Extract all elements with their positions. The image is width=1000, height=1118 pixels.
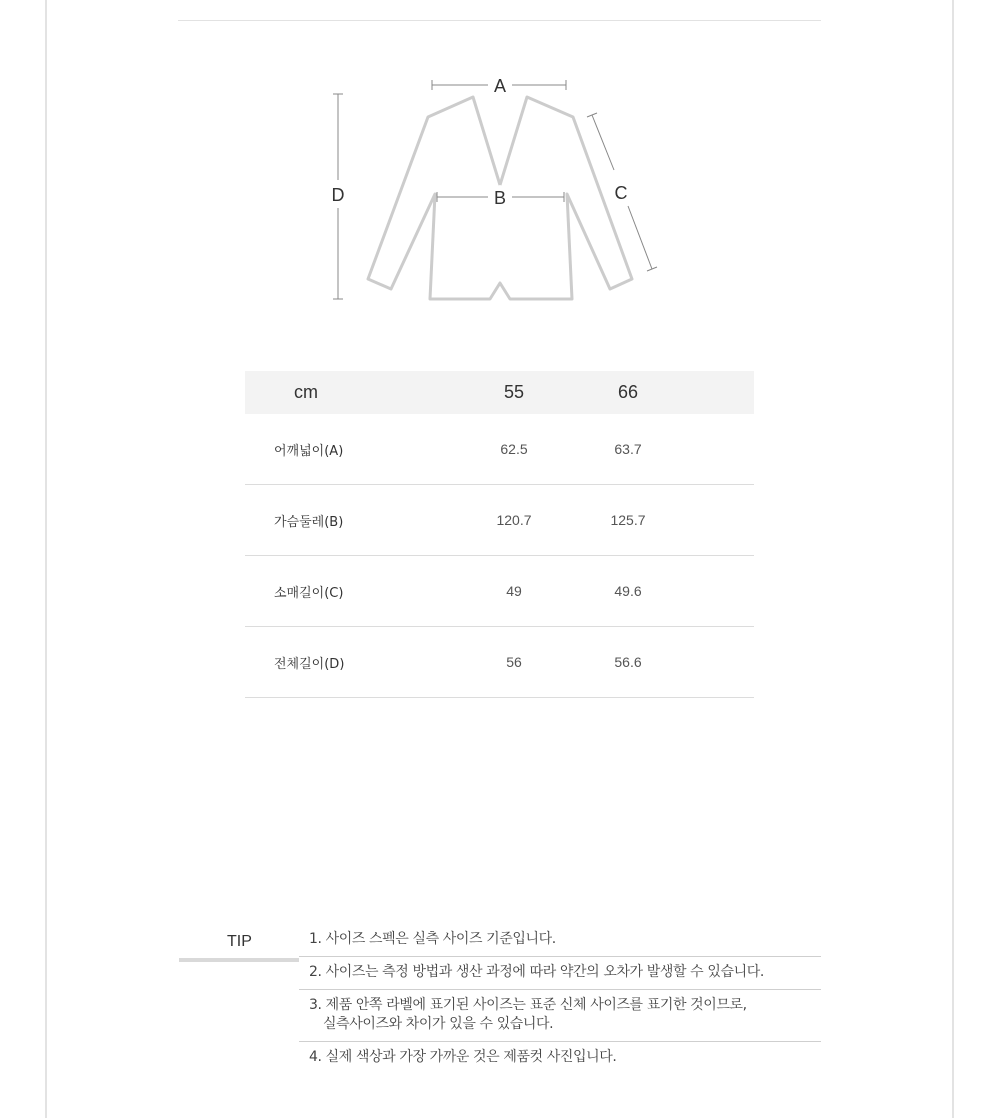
list-item: [299, 924, 821, 957]
cell-value: 49.6: [571, 556, 685, 627]
row-label: 소매길이(C): [245, 556, 457, 627]
row-spacer: [685, 556, 754, 627]
table-row: [245, 627, 754, 698]
page-frame-right: [952, 0, 954, 1118]
top-divider: [178, 20, 821, 21]
cell-value: 63.7: [571, 414, 685, 485]
row-spacer: [685, 485, 754, 556]
label-c: C: [614, 183, 628, 203]
list-item: [299, 990, 821, 1042]
cell-value: 49: [457, 556, 571, 627]
table-row: [245, 414, 754, 485]
tip-text-continued: 실측사이즈와 차이가 있을 수 있습니다.: [323, 1016, 554, 1032]
cell-value: 125.7: [571, 485, 685, 556]
cell-value: 62.5: [457, 414, 571, 485]
row-spacer: [685, 627, 754, 698]
list-item: [299, 957, 821, 990]
row-label: 가슴둘레(B): [245, 485, 457, 556]
row-label: 어깨넓이(A): [245, 414, 457, 485]
tip-text: 3. 제품 안쪽 라벨에 표기된 사이즈는 표준 신체 사이즈를 표기한 것이므로,: [309, 997, 747, 1013]
page-frame-left: [45, 0, 47, 1118]
unit-header: cm: [245, 371, 457, 414]
table-row: [245, 556, 754, 627]
size-header-55: 55: [457, 371, 571, 414]
header-spacer: [685, 371, 754, 414]
cell-value: 56.6: [571, 627, 685, 698]
tip-list: [299, 924, 821, 1074]
cell-value: 56: [457, 627, 571, 698]
size-table-header: [245, 371, 754, 414]
size-header-66: 66: [571, 371, 685, 414]
size-table: [245, 371, 754, 698]
tip-text: 1. 사이즈 스펙은 실측 사이즈 기준입니다.: [309, 931, 556, 947]
tip-title: TIP: [227, 933, 252, 950]
tip-text: 2. 사이즈는 측정 방법과 생산 과정에 따라 약간의 오차가 발생할 수 있습니다.: [309, 964, 764, 980]
label-b: B: [493, 188, 507, 208]
row-label: 전체길이(D): [245, 627, 457, 698]
cell-value: 120.7: [457, 485, 571, 556]
jacket-measurement-diagram: [320, 70, 680, 310]
row-spacer: [685, 414, 754, 485]
list-item: [299, 1042, 821, 1074]
tip-text: 4. 실제 색상과 가장 가까운 것은 제품컷 사진입니다.: [309, 1049, 617, 1065]
label-a: A: [493, 76, 507, 96]
table-row: [245, 485, 754, 556]
tip-underline: [179, 958, 299, 962]
label-d: D: [331, 185, 345, 205]
